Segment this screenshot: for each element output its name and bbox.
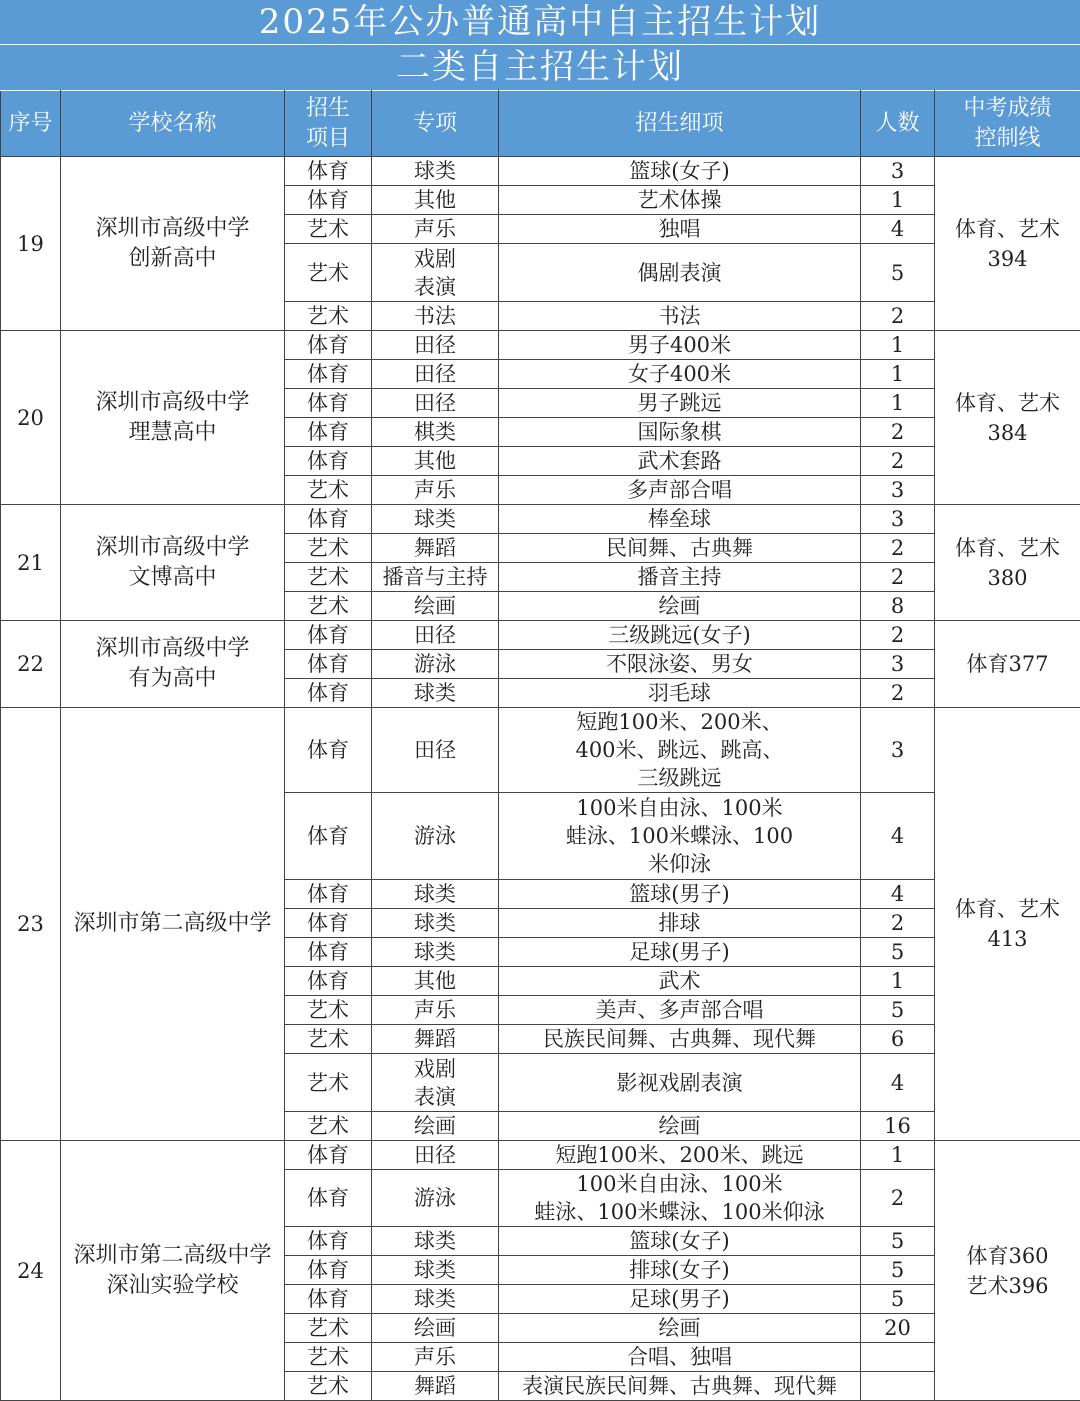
student-count: 2 bbox=[861, 563, 935, 592]
special-item: 声乐 bbox=[372, 1343, 499, 1372]
special-item: 田径 bbox=[372, 331, 499, 360]
detail-item: 三级跳远(女子) bbox=[499, 621, 861, 650]
enroll-item: 艺术 bbox=[285, 244, 372, 302]
detail-item: 书法 bbox=[499, 302, 861, 331]
detail-item: 绘画 bbox=[499, 592, 861, 621]
enroll-item: 体育 bbox=[285, 1141, 372, 1170]
special-item: 棋类 bbox=[372, 418, 499, 447]
detail-item: 多声部合唱 bbox=[499, 476, 861, 505]
enroll-item: 体育 bbox=[285, 1227, 372, 1256]
student-count: 4 bbox=[861, 215, 935, 244]
detail-item: 合唱、独唱 bbox=[499, 1343, 861, 1372]
school-name: 深圳市高级中学 理慧高中 bbox=[61, 331, 285, 505]
header-item: 招生项目 bbox=[285, 91, 372, 157]
special-item: 戏剧 表演 bbox=[372, 1054, 499, 1112]
student-count: 3 bbox=[861, 650, 935, 679]
student-count: 6 bbox=[861, 1025, 935, 1054]
detail-item: 不限泳姿、男女 bbox=[499, 650, 861, 679]
special-item: 其他 bbox=[372, 186, 499, 215]
detail-item: 100米自由泳、100米 蛙泳、100米蝶泳、100米仰泳 bbox=[499, 1170, 861, 1227]
table-row bbox=[1, 331, 1080, 360]
detail-item: 影视戏剧表演 bbox=[499, 1054, 861, 1112]
detail-item: 武术 bbox=[499, 967, 861, 996]
special-item: 球类 bbox=[372, 505, 499, 534]
enroll-item: 艺术 bbox=[285, 563, 372, 592]
enroll-item: 艺术 bbox=[285, 534, 372, 563]
student-count: 2 bbox=[861, 621, 935, 650]
header-school: 学校名称 bbox=[61, 91, 285, 157]
detail-item: 民族民间舞、古典舞、现代舞 bbox=[499, 1025, 861, 1054]
school-name: 深圳市第二高级中学 深汕实验学校 bbox=[61, 1141, 285, 1401]
detail-item: 绘画 bbox=[499, 1112, 861, 1141]
enroll-item: 体育 bbox=[285, 157, 372, 186]
detail-item: 男子400米 bbox=[499, 331, 861, 360]
detail-item: 国际象棋 bbox=[499, 418, 861, 447]
enroll-item: 体育 bbox=[285, 505, 372, 534]
detail-item: 播音主持 bbox=[499, 563, 861, 592]
table-body bbox=[1, 157, 1080, 1401]
student-count: 1 bbox=[861, 389, 935, 418]
special-item: 球类 bbox=[372, 157, 499, 186]
detail-item: 100米自由泳、100米 蛙泳、100米蝶泳、100 米仰泳 bbox=[499, 793, 861, 880]
detail-item: 羽毛球 bbox=[499, 679, 861, 708]
detail-item: 篮球(女子) bbox=[499, 1227, 861, 1256]
enroll-item: 体育 bbox=[285, 1170, 372, 1227]
student-count: 5 bbox=[861, 996, 935, 1025]
row-number: 22 bbox=[1, 621, 61, 708]
enroll-item: 体育 bbox=[285, 880, 372, 909]
detail-item: 短跑100米、200米、跳远 bbox=[499, 1141, 861, 1170]
enroll-item: 艺术 bbox=[285, 996, 372, 1025]
student-count: 4 bbox=[861, 1054, 935, 1112]
special-item: 球类 bbox=[372, 938, 499, 967]
table-row bbox=[1, 621, 1080, 650]
student-count: 1 bbox=[861, 967, 935, 996]
header-cutoff: 中考成绩控制线 bbox=[935, 91, 1080, 157]
enroll-item: 体育 bbox=[285, 331, 372, 360]
school-name: 深圳市高级中学 有为高中 bbox=[61, 621, 285, 708]
student-count: 5 bbox=[861, 1285, 935, 1314]
detail-item: 足球(男子) bbox=[499, 1285, 861, 1314]
student-count: 2 bbox=[861, 534, 935, 563]
enroll-item: 体育 bbox=[285, 793, 372, 880]
special-item: 播音与主持 bbox=[372, 563, 499, 592]
enroll-item: 体育 bbox=[285, 967, 372, 996]
special-item: 田径 bbox=[372, 1141, 499, 1170]
page-title: 2025年公办普通高中自主招生计划 bbox=[0, 0, 1080, 45]
student-count: 5 bbox=[861, 1256, 935, 1285]
detail-item: 篮球(男子) bbox=[499, 880, 861, 909]
special-item: 球类 bbox=[372, 1256, 499, 1285]
detail-item: 篮球(女子) bbox=[499, 157, 861, 186]
special-item: 田径 bbox=[372, 360, 499, 389]
score-cutoff: 体育、艺术 394 bbox=[935, 157, 1080, 331]
student-count: 4 bbox=[861, 793, 935, 880]
detail-item: 武术套路 bbox=[499, 447, 861, 476]
detail-item: 艺术体操 bbox=[499, 186, 861, 215]
special-item: 球类 bbox=[372, 679, 499, 708]
table-row bbox=[1, 505, 1080, 534]
enroll-item: 艺术 bbox=[285, 1054, 372, 1112]
enroll-item: 体育 bbox=[285, 909, 372, 938]
student-count: 5 bbox=[861, 938, 935, 967]
enroll-item: 体育 bbox=[285, 447, 372, 476]
special-item: 其他 bbox=[372, 447, 499, 476]
enroll-item: 艺术 bbox=[285, 215, 372, 244]
detail-item: 男子跳远 bbox=[499, 389, 861, 418]
student-count: 16 bbox=[861, 1112, 935, 1141]
detail-item: 排球 bbox=[499, 909, 861, 938]
row-number: 24 bbox=[1, 1141, 61, 1401]
student-count: 2 bbox=[861, 302, 935, 331]
enroll-item: 艺术 bbox=[285, 1112, 372, 1141]
enroll-item: 体育 bbox=[285, 360, 372, 389]
table-row bbox=[1, 708, 1080, 793]
page-subtitle: 二类自主招生计划 bbox=[0, 45, 1080, 90]
student-count: 5 bbox=[861, 1227, 935, 1256]
score-cutoff: 体育377 bbox=[935, 621, 1080, 708]
student-count: 3 bbox=[861, 708, 935, 793]
student-count: 2 bbox=[861, 418, 935, 447]
detail-item: 排球(女子) bbox=[499, 1256, 861, 1285]
enroll-item: 体育 bbox=[285, 708, 372, 793]
student-count: 2 bbox=[861, 679, 935, 708]
header-row bbox=[1, 91, 1080, 157]
detail-item: 表演民族民间舞、古典舞、现代舞 bbox=[499, 1372, 861, 1401]
student-count bbox=[861, 1372, 935, 1401]
enroll-item: 艺术 bbox=[285, 1372, 372, 1401]
school-name: 深圳市第二高级中学 bbox=[61, 708, 285, 1141]
special-item: 球类 bbox=[372, 909, 499, 938]
special-item: 绘画 bbox=[372, 592, 499, 621]
detail-item: 女子400米 bbox=[499, 360, 861, 389]
special-item: 舞蹈 bbox=[372, 534, 499, 563]
enroll-item: 艺术 bbox=[285, 302, 372, 331]
detail-item: 偶剧表演 bbox=[499, 244, 861, 302]
enroll-item: 体育 bbox=[285, 650, 372, 679]
student-count: 1 bbox=[861, 331, 935, 360]
student-count: 3 bbox=[861, 505, 935, 534]
detail-item: 民间舞、古典舞 bbox=[499, 534, 861, 563]
table-row bbox=[1, 1141, 1080, 1170]
enrollment-table bbox=[0, 90, 1080, 1401]
special-item: 田径 bbox=[372, 621, 499, 650]
detail-item: 棒垒球 bbox=[499, 505, 861, 534]
enroll-item: 体育 bbox=[285, 389, 372, 418]
enroll-item: 艺术 bbox=[285, 1343, 372, 1372]
row-number: 21 bbox=[1, 505, 61, 621]
special-item: 田径 bbox=[372, 708, 499, 793]
student-count: 4 bbox=[861, 880, 935, 909]
special-item: 球类 bbox=[372, 1227, 499, 1256]
special-item: 球类 bbox=[372, 880, 499, 909]
row-number: 20 bbox=[1, 331, 61, 505]
student-count: 1 bbox=[861, 1141, 935, 1170]
enroll-item: 体育 bbox=[285, 679, 372, 708]
table-row bbox=[1, 157, 1080, 186]
special-item: 田径 bbox=[372, 389, 499, 418]
detail-item: 短跑100米、200米、 400米、跳远、跳高、 三级跳远 bbox=[499, 708, 861, 793]
enroll-item: 体育 bbox=[285, 1256, 372, 1285]
special-item: 游泳 bbox=[372, 1170, 499, 1227]
header-count: 人数 bbox=[861, 91, 935, 157]
special-item: 书法 bbox=[372, 302, 499, 331]
student-count: 5 bbox=[861, 244, 935, 302]
enroll-item: 艺术 bbox=[285, 592, 372, 621]
student-count: 1 bbox=[861, 360, 935, 389]
row-number: 23 bbox=[1, 708, 61, 1141]
special-item: 球类 bbox=[372, 1285, 499, 1314]
enroll-item: 体育 bbox=[285, 621, 372, 650]
special-item: 戏剧 表演 bbox=[372, 244, 499, 302]
score-cutoff: 体育、艺术 380 bbox=[935, 505, 1080, 621]
enroll-item: 体育 bbox=[285, 418, 372, 447]
detail-item: 绘画 bbox=[499, 1314, 861, 1343]
special-item: 绘画 bbox=[372, 1112, 499, 1141]
special-item: 舞蹈 bbox=[372, 1025, 499, 1054]
special-item: 声乐 bbox=[372, 476, 499, 505]
header-special: 专项 bbox=[372, 91, 499, 157]
score-cutoff: 体育、艺术 384 bbox=[935, 331, 1080, 505]
special-item: 舞蹈 bbox=[372, 1372, 499, 1401]
student-count: 2 bbox=[861, 1170, 935, 1227]
student-count bbox=[861, 1343, 935, 1372]
student-count: 2 bbox=[861, 909, 935, 938]
special-item: 声乐 bbox=[372, 215, 499, 244]
special-item: 游泳 bbox=[372, 650, 499, 679]
enroll-item: 体育 bbox=[285, 938, 372, 967]
school-name: 深圳市高级中学 文博高中 bbox=[61, 505, 285, 621]
student-count: 8 bbox=[861, 592, 935, 621]
special-item: 游泳 bbox=[372, 793, 499, 880]
score-cutoff: 体育、艺术 413 bbox=[935, 708, 1080, 1141]
student-count: 3 bbox=[861, 157, 935, 186]
detail-item: 美声、多声部合唱 bbox=[499, 996, 861, 1025]
student-count: 2 bbox=[861, 447, 935, 476]
school-name: 深圳市高级中学 创新高中 bbox=[61, 157, 285, 331]
detail-item: 足球(男子) bbox=[499, 938, 861, 967]
student-count: 20 bbox=[861, 1314, 935, 1343]
header-detail: 招生细项 bbox=[499, 91, 861, 157]
score-cutoff: 体育360 艺术396 bbox=[935, 1141, 1080, 1401]
row-number: 19 bbox=[1, 157, 61, 331]
special-item: 绘画 bbox=[372, 1314, 499, 1343]
header-no: 序号 bbox=[1, 91, 61, 157]
student-count: 1 bbox=[861, 186, 935, 215]
enroll-item: 艺术 bbox=[285, 476, 372, 505]
enroll-item: 艺术 bbox=[285, 1314, 372, 1343]
student-count: 3 bbox=[861, 476, 935, 505]
detail-item: 独唱 bbox=[499, 215, 861, 244]
special-item: 声乐 bbox=[372, 996, 499, 1025]
enroll-item: 体育 bbox=[285, 1285, 372, 1314]
special-item: 其他 bbox=[372, 967, 499, 996]
enroll-item: 艺术 bbox=[285, 1025, 372, 1054]
enroll-item: 体育 bbox=[285, 186, 372, 215]
